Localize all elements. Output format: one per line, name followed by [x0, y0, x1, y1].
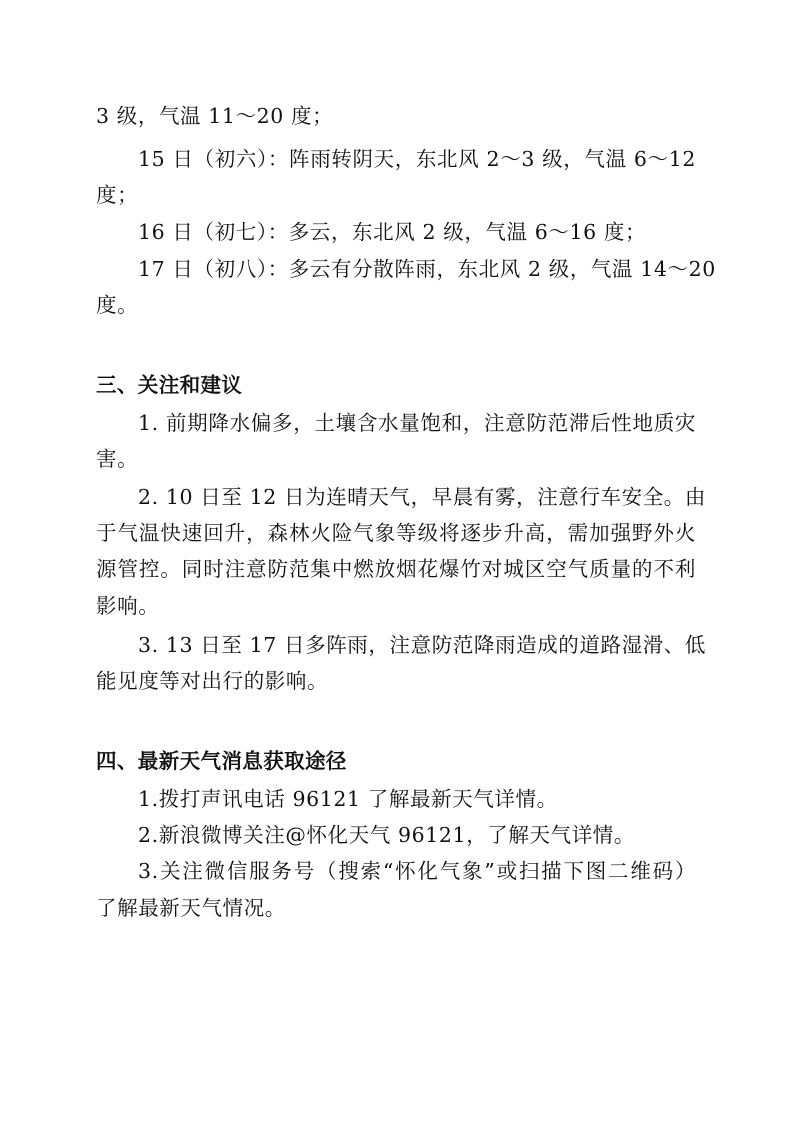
- section-4-heading: 四、最新天气消息获取途径: [96, 749, 347, 773]
- info-channel-3: 3.关注微信服务号（搜索“怀化气象”或扫描下图二维码）: [138, 859, 696, 883]
- section-3-heading: 三、关注和建议: [96, 373, 243, 397]
- advice-item-2-line-3: 源管控。同时注意防范集中燃放烟花爆竹对城区空气质量的不利: [96, 557, 696, 581]
- forecast-line-14-continued: 3 级，气温 11～20 度；: [96, 104, 334, 128]
- info-channel-2: 2.新浪微博关注@怀化天气 96121，了解天气详情。: [138, 823, 635, 847]
- advice-item-3: 3. 13 日至 17 日多阵雨，注意防范降雨造成的道路湿滑、低: [138, 633, 706, 657]
- advice-item-2-line-2: 于气温快速回升，森林火险气象等级将逐步升高，需加强野外火: [96, 521, 696, 545]
- forecast-line-17: 17 日（初八）：多云有分散阵雨，东北风 2 级，气温 14～20: [138, 257, 716, 281]
- advice-item-3-continued: 能见度等对出行的影响。: [96, 669, 329, 693]
- advice-item-2: 2. 10 日至 12 日为连晴天气，早晨有雾，注意行车安全。由: [138, 485, 706, 509]
- forecast-line-15: 15 日（初六）：阵雨转阴天，东北风 2～3 级，气温 6～12: [138, 147, 696, 171]
- advice-item-1: 1. 前期降水偏多，土壤含水量饱和，注意防范滞后性地质灾: [138, 411, 696, 435]
- advice-item-2-line-4: 影响。: [96, 594, 160, 618]
- forecast-line-17-continued: 度。: [96, 293, 139, 317]
- forecast-line-16: 16 日（初七）：多云，东北风 2 级，气温 6～16 度；: [138, 220, 647, 244]
- info-channel-1: 1.拨打声讯电话 96121 了解最新天气详情。: [138, 787, 558, 811]
- info-channel-3-continued: 了解最新天气情况。: [96, 896, 286, 920]
- advice-item-1-continued: 害。: [96, 447, 139, 471]
- forecast-line-15-continued: 度；: [96, 183, 139, 207]
